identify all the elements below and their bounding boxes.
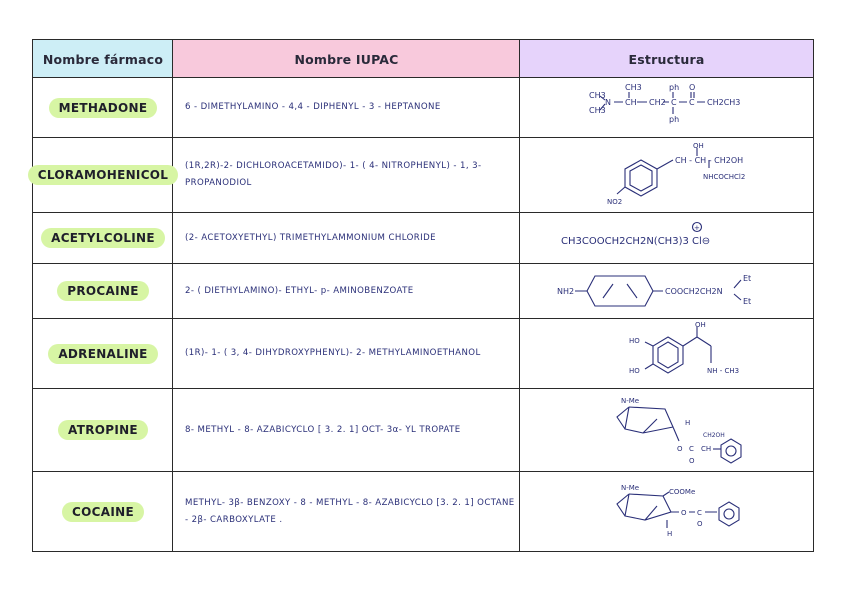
iupac-name-cell: (2- ACETOXYETHYL) TRIMETHYLAMMONIUM CHLORIDE — [185, 232, 436, 243]
header-drug-name: Nombre fármaco — [33, 40, 173, 78]
hydroxyl-label: OH — [695, 321, 706, 329]
drug-name-cell — [33, 472, 173, 551]
ch2-label: CH2 — [649, 98, 666, 107]
carbonyl-oxygen-label: O — [697, 520, 703, 528]
formula-label: CH3COOCH2CH2N(CH3)3 Cl⊖ — [561, 236, 711, 247]
hydroxymethyl-label: CH2OH — [703, 432, 725, 439]
iupac-name-cell: (1R)- 1- ( 3, 4- DIHYDROXYPHENYL)- 2- METHYLAMINOETHANOL — [185, 348, 481, 358]
drug-name-badge: CLORAMOHENICOL — [28, 165, 179, 185]
propanediol-chain-label: CH - CH - CH2OH — [675, 156, 744, 165]
oxygen-label: O — [677, 445, 683, 453]
ethyl-label: CH2CH3 — [707, 98, 741, 107]
iupac-name-cell: 8- METHYL - 8- AZABICYCLO [ 3. 2. 1] OCT- 3α- YL TROPATE — [185, 424, 461, 435]
drug-table — [32, 39, 814, 552]
nitro-label: NO2 — [607, 198, 623, 206]
amide-label: NHCOCHCl2 — [703, 173, 746, 181]
structure-chloramphenicol — [521, 138, 813, 212]
drug-name-cell — [33, 213, 173, 263]
oxygen-label: O — [681, 509, 687, 517]
structure-cocaine — [521, 472, 813, 551]
drug-name-badge: METHADONE — [49, 98, 158, 118]
header-structure: Estructura — [520, 40, 813, 78]
methyl-label: CH3 — [589, 91, 606, 100]
phenyl-label: ph — [669, 83, 680, 92]
methyl-label: CH3 — [589, 106, 606, 115]
drug-name-cell — [33, 319, 173, 388]
drug-name-cell — [33, 389, 173, 471]
amine-label: NH2 — [557, 287, 575, 296]
drug-name-cell — [33, 138, 173, 212]
hydroxyl-label: HO — [629, 337, 640, 345]
table-row — [33, 319, 813, 388]
drug-name-badge: COCAINE — [62, 502, 144, 522]
methyl-label: CH3 — [625, 83, 642, 92]
ethyl-label: Et — [743, 274, 752, 283]
carbon-label: C — [697, 509, 702, 517]
hydrogen-label: H — [685, 419, 691, 427]
carbon-label: C — [671, 98, 677, 107]
hydrogen-label: H — [667, 530, 673, 538]
oxygen-label: O — [689, 83, 696, 92]
structure-atropine — [521, 389, 813, 471]
hydroxyl-label: HO — [629, 367, 640, 375]
iupac-name-cell: 6 - DIMETHYLAMINO - 4,4 - DIPHENYL - 3 - HEPTANONE — [185, 102, 441, 112]
table-row — [33, 213, 813, 263]
phenyl-label: ph — [669, 115, 680, 124]
header-iupac-name: Nombre IUPAC — [173, 40, 520, 78]
ch-label: CH — [701, 445, 712, 453]
methylamine-label: NH - CH3 — [707, 367, 740, 375]
ethyl-label: Et — [743, 297, 752, 306]
table-row — [33, 264, 813, 318]
charge-label: + — [694, 224, 700, 232]
carbon-label: C — [689, 98, 695, 107]
ch-label: CH — [625, 98, 637, 107]
carbonyl-oxygen-label: O — [689, 457, 695, 465]
n-methyl-label: N-Me — [621, 397, 640, 405]
drug-name-badge: ATROPINE — [58, 420, 148, 440]
drug-name-cell — [33, 264, 173, 318]
structure-procaine — [521, 264, 813, 318]
n-methyl-label: N-Me — [621, 484, 640, 492]
iupac-name-cell: (1R,2R)-2- DICHLOROACETAMIDO)- 1- ( 4- NITROPHENYL) - 1, 3- PROPANODIOL — [185, 161, 482, 188]
table-row — [33, 389, 813, 471]
nitrogen-label: N — [605, 98, 611, 107]
carbon-label: C — [689, 445, 694, 453]
iupac-name-cell: METHYL- 3β- BENZOXY - 8 - METHYL - 8- AZABICYCLO [3. 2. 1] OCTANE - 2β- CARBOXYLATE . — [185, 497, 515, 525]
table-row — [33, 472, 813, 551]
structure-acetylcholine — [521, 213, 813, 263]
structure-methadone — [521, 78, 813, 137]
table-row — [33, 138, 813, 212]
structure-adrenaline — [521, 319, 813, 388]
iupac-name-cell: 2- ( DIETHYLAMINO)- ETHYL- p- AMINOBENZOATE — [185, 285, 414, 296]
ester-label: COOCH2CH2N — [665, 287, 723, 296]
hydroxyl-label: OH — [693, 142, 704, 150]
table-row — [33, 78, 813, 137]
methyl-ester-label: COOMe — [669, 488, 696, 496]
drug-name-badge: PROCAINE — [57, 281, 148, 301]
drug-name-badge: ADRENALINE — [48, 344, 157, 364]
drug-name-cell — [33, 78, 173, 137]
drug-name-badge: ACETYLCOLINE — [41, 228, 165, 248]
